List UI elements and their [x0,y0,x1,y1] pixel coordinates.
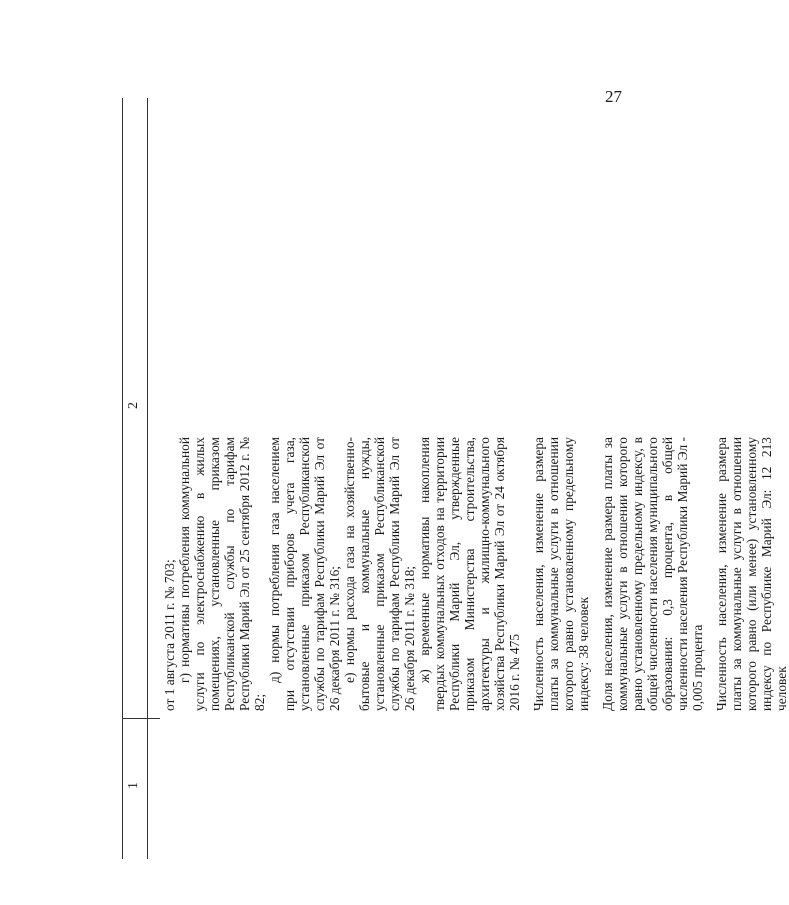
rotated-page-content [114,98,789,859]
paragraph-population-below-index: Численность населения, изменение размера платы за коммунальные услуги в отношении которого равно (или менее) установленному индексу по Республике Марий Эл: 12 213 человек [714,437,789,711]
header-bottom-border [147,98,148,859]
header-top-border [122,98,123,859]
paragraph-population-count: Численность населения, изменение размера платы за коммунальные услуги в отношении которого равно установленному предельному индексу: 38 человек [531,437,591,711]
column-2-content [162,437,789,711]
paragraph-item-d: д) нормы потребления газа населением при отсутствии приборов учета газа, установленные приказом Республиканской службы по тарифам Республики Марий Эл от 26 декабря 2011 г. № 316; [267,437,342,711]
page-number: 27 [605,87,622,106]
column-header-1: 1 [126,782,141,789]
paragraph-item-e: е) нормы расхода газа на хозяйственно-бытовые и коммунальные нужды, установленные приказом Республиканской службы по тарифам Республики Марий Эл от 26 декабря 2011 г. № 318; [342,437,417,711]
column-divider [122,718,160,719]
column-header-2: 2 [126,402,141,409]
paragraph-item-g: г) нормативы потребления коммунальной услуги по электроснабжению в жилых помещениях, установленные приказом Республиканской службы по тарифам Республики Марий Эл от 25 сентября 2012 г. № 82; [177,437,267,711]
paragraph-item-zh: ж) временные нормативы накопления твердых коммунальных отходов на территории Республики Марий Эл, утвержденные приказом Министерства строительства, архитектуры и жилищно-коммунального хозяйства Республики Марий Эл от 24 октября 2016 г. № 475 [417,437,522,711]
paragraph-continuation: от 1 августа 2011 г. № 703; [162,559,177,711]
paragraph-population-share: Доля населения, изменение размера платы за коммунальные услуги в отношении которого равно установленному предельному индексу, в общей численности населения муниципального образования: 0,3 процента, в общей численности населения Республики Марий Эл - 0,005 процента [600,437,705,711]
